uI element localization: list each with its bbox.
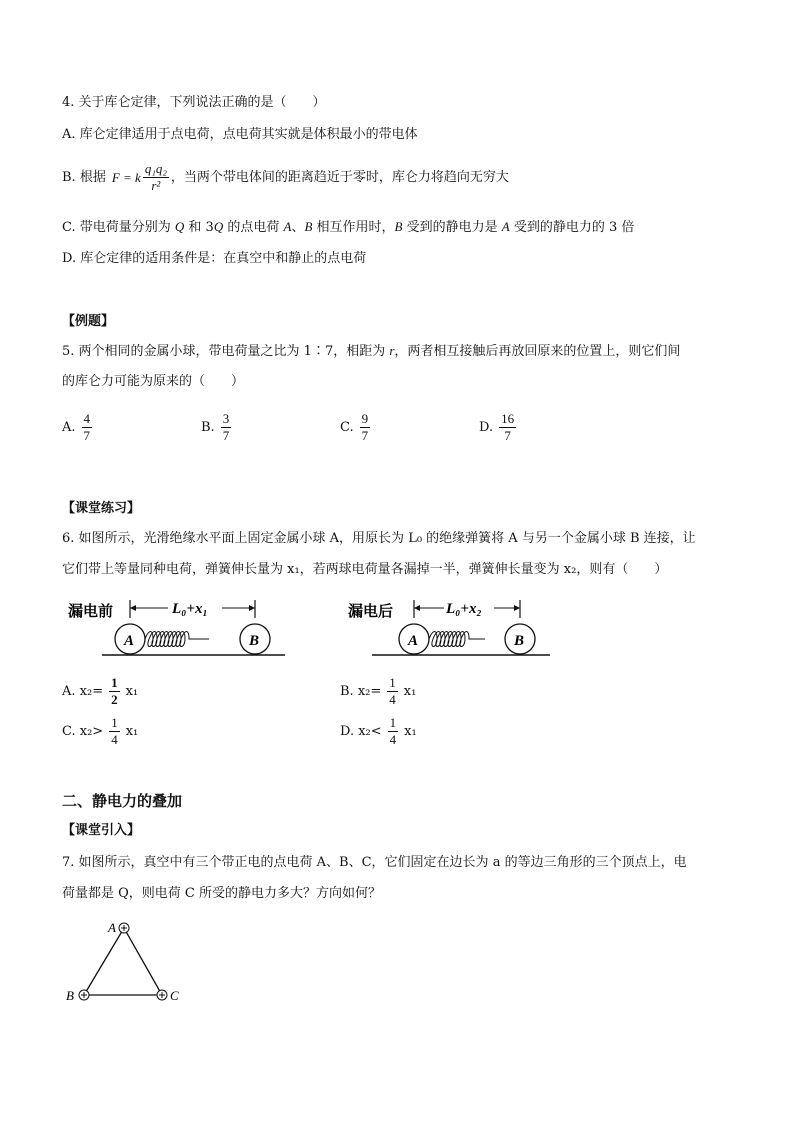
q5-option-a	[62, 412, 94, 443]
q6-option-c	[62, 716, 138, 747]
q4-c-text-2: 和 3	[184, 220, 214, 235]
q5-option-d-fraction	[499, 412, 516, 443]
fraction-numerator: 3	[222, 411, 230, 426]
fraction-numerator: 9	[361, 411, 369, 426]
q4-c-text-4: 、	[291, 220, 305, 235]
coulomb-formula-lhs: F = k	[111, 169, 141, 185]
q5-option-c-label: C.	[340, 420, 354, 435]
q4-c-text-6: 受到的静电力是	[402, 220, 502, 235]
q4-c-b2: B	[394, 219, 403, 234]
q4-c-a2: A	[501, 219, 510, 234]
spring-coil	[145, 632, 209, 647]
dimension-label-after: L₀+x₂	[446, 601, 482, 617]
dimension-arrow-right	[249, 605, 255, 611]
q6-option-d-label: D. x₂<	[340, 724, 382, 739]
q5-stem-line-1	[62, 342, 680, 361]
dimension-arrow-right	[514, 605, 520, 611]
q6-option-b-fraction	[387, 676, 398, 707]
fraction-denominator: 2	[111, 692, 118, 707]
q4-c-text-1: C. 带电荷量分别为	[62, 220, 175, 235]
fraction-numerator: 1	[111, 715, 118, 730]
fraction-denominator: 7	[361, 428, 369, 443]
q5-option-a-label: A.	[62, 420, 76, 435]
q6-option-b-label: B. x₂=	[340, 684, 382, 699]
q4-option-b-text: ，当两个带电体间的距离趋近于零时，库仑力将趋向无穷大	[170, 169, 509, 185]
q7-stem-line-1: 7. 如图所示，真空中有三个带正电的点电荷 A、B、C，它们固定在边长为 a 的等边三角形的三个顶点上，电	[62, 855, 687, 870]
coulomb-formula-denominator: r²	[151, 178, 161, 193]
q6-stem-line-2: 它们带上等量同种电荷，弹簧伸长量为 x₁，若两球电荷量各漏掉一半，弹簧伸长量变为 x₂，则有（ ）	[62, 562, 668, 577]
q6-option-a-tail: x₁	[125, 684, 139, 699]
practice-heading: 【课堂练习】	[62, 501, 141, 516]
q4-c-q: Q	[174, 219, 185, 234]
ball-a-label: A	[408, 633, 419, 649]
q4-c-b: B	[304, 219, 313, 234]
vertex-b-label: B	[66, 988, 74, 1003]
q6-option-b	[340, 676, 416, 707]
q6-option-c-tail: x₁	[125, 724, 139, 739]
coulomb-formula-numerator: q₁q₂	[144, 161, 167, 176]
q6-stem-line-1: 6. 如图所示，光滑绝缘水平面上固定金属小球 A，用原长为 L₀ 的绝缘弹簧将 A 与另一个金属小球 B 连接，让	[62, 531, 696, 546]
q5-stem-line-2: 的库仑力可能为原来的（ ）	[62, 374, 245, 389]
dimension-arrow-left	[414, 605, 420, 611]
q6-option-c-fraction	[109, 716, 120, 747]
q6-option-a-fraction	[109, 676, 120, 707]
q6-option-a	[62, 676, 138, 707]
q6-option-b-tail: x₁	[403, 684, 417, 699]
q4-c-text-5: 相互作用时，	[312, 220, 395, 235]
triangle-diagram	[62, 916, 192, 1008]
q5-option-b	[201, 412, 233, 443]
fraction-numerator: 1	[389, 715, 397, 730]
fraction-denominator: 7	[504, 428, 511, 443]
ball-b-label: B	[514, 633, 525, 649]
fraction-denominator: 4	[389, 692, 396, 707]
q4-option-d: D. 库仑定律的适用条件是：在真空中和静止的点电荷	[62, 251, 367, 266]
section-heading: 二、静电力的叠加	[62, 792, 183, 810]
ball-b-label: B	[249, 633, 260, 649]
q4-c-a: A	[283, 219, 292, 234]
figure-before-label: 漏电前	[68, 604, 114, 620]
fraction-denominator: 7	[83, 428, 91, 443]
spring-diagram	[62, 592, 562, 664]
q4-option-b	[62, 162, 509, 193]
q6-option-d	[340, 716, 417, 747]
fraction-denominator: 4	[389, 732, 397, 747]
fraction-numerator: 4	[83, 411, 91, 426]
q6-option-d-tail: x₁	[404, 724, 417, 739]
q4-c-q2: Q	[213, 219, 224, 234]
q4-c-text-7: 受到的静电力的 3 倍	[509, 220, 635, 235]
q5-stem-text-2: ，两者相互接触后再放回原来的位置上，则它们间	[394, 344, 681, 359]
fraction-denominator: 7	[222, 428, 230, 443]
q5-option-a-fraction	[82, 412, 93, 443]
spring-figure-before	[68, 600, 285, 655]
q4-c-text-3: 的点电荷	[223, 220, 284, 235]
fraction-numerator: 1	[389, 675, 396, 690]
q4-option-b-prefix: B. 根据	[62, 169, 106, 185]
dimension-arrow-left	[130, 605, 136, 611]
triangle-side-ac	[124, 928, 162, 995]
figure-after-label: 漏电后	[348, 604, 394, 620]
fraction-numerator: 16	[501, 411, 515, 426]
triangle-side-ab	[84, 928, 124, 995]
coulomb-formula-fraction	[143, 162, 169, 193]
q5-stem-r: r	[389, 343, 395, 358]
fraction-denominator: 4	[111, 732, 118, 747]
vertex-a-label: A	[108, 920, 116, 935]
q6-option-d-fraction	[388, 716, 399, 747]
q4-stem: 4. 关于库仑定律，下列说法正确的是（ ）	[62, 95, 326, 110]
q6-option-a-label: A. x₂=	[62, 684, 104, 699]
q5-option-c	[340, 412, 372, 443]
q4-option-c	[62, 218, 634, 237]
spring-coil	[429, 632, 485, 647]
dimension-label-before: L₀+x₁	[172, 601, 208, 617]
spring-figure-after	[348, 600, 550, 655]
q5-stem-text-1: 5. 两个相同的金属小球，带电荷量之比为 1∶7，相距为	[62, 344, 390, 359]
q4-option-a: A. 库仑定律适用于点电荷，点电荷其实就是体积最小的带电体	[62, 127, 418, 142]
ball-a-label: A	[124, 633, 135, 649]
q7-stem-line-2: 荷量都是 Q，则电荷 C 所受的静电力多大？方向如何？	[62, 886, 382, 901]
intro-heading: 【课堂引入】	[62, 823, 141, 838]
fraction-numerator: 1	[111, 675, 118, 690]
q5-option-b-fraction	[221, 412, 232, 443]
q5-option-c-fraction	[360, 412, 371, 443]
vertex-c-label: C	[170, 988, 179, 1003]
example-heading: 【例题】	[62, 314, 115, 329]
q5-option-d-label: D.	[479, 420, 494, 435]
q6-option-c-label: C. x₂>	[62, 724, 104, 739]
q5-option-b-label: B.	[201, 420, 215, 435]
q5-option-d	[479, 412, 518, 443]
